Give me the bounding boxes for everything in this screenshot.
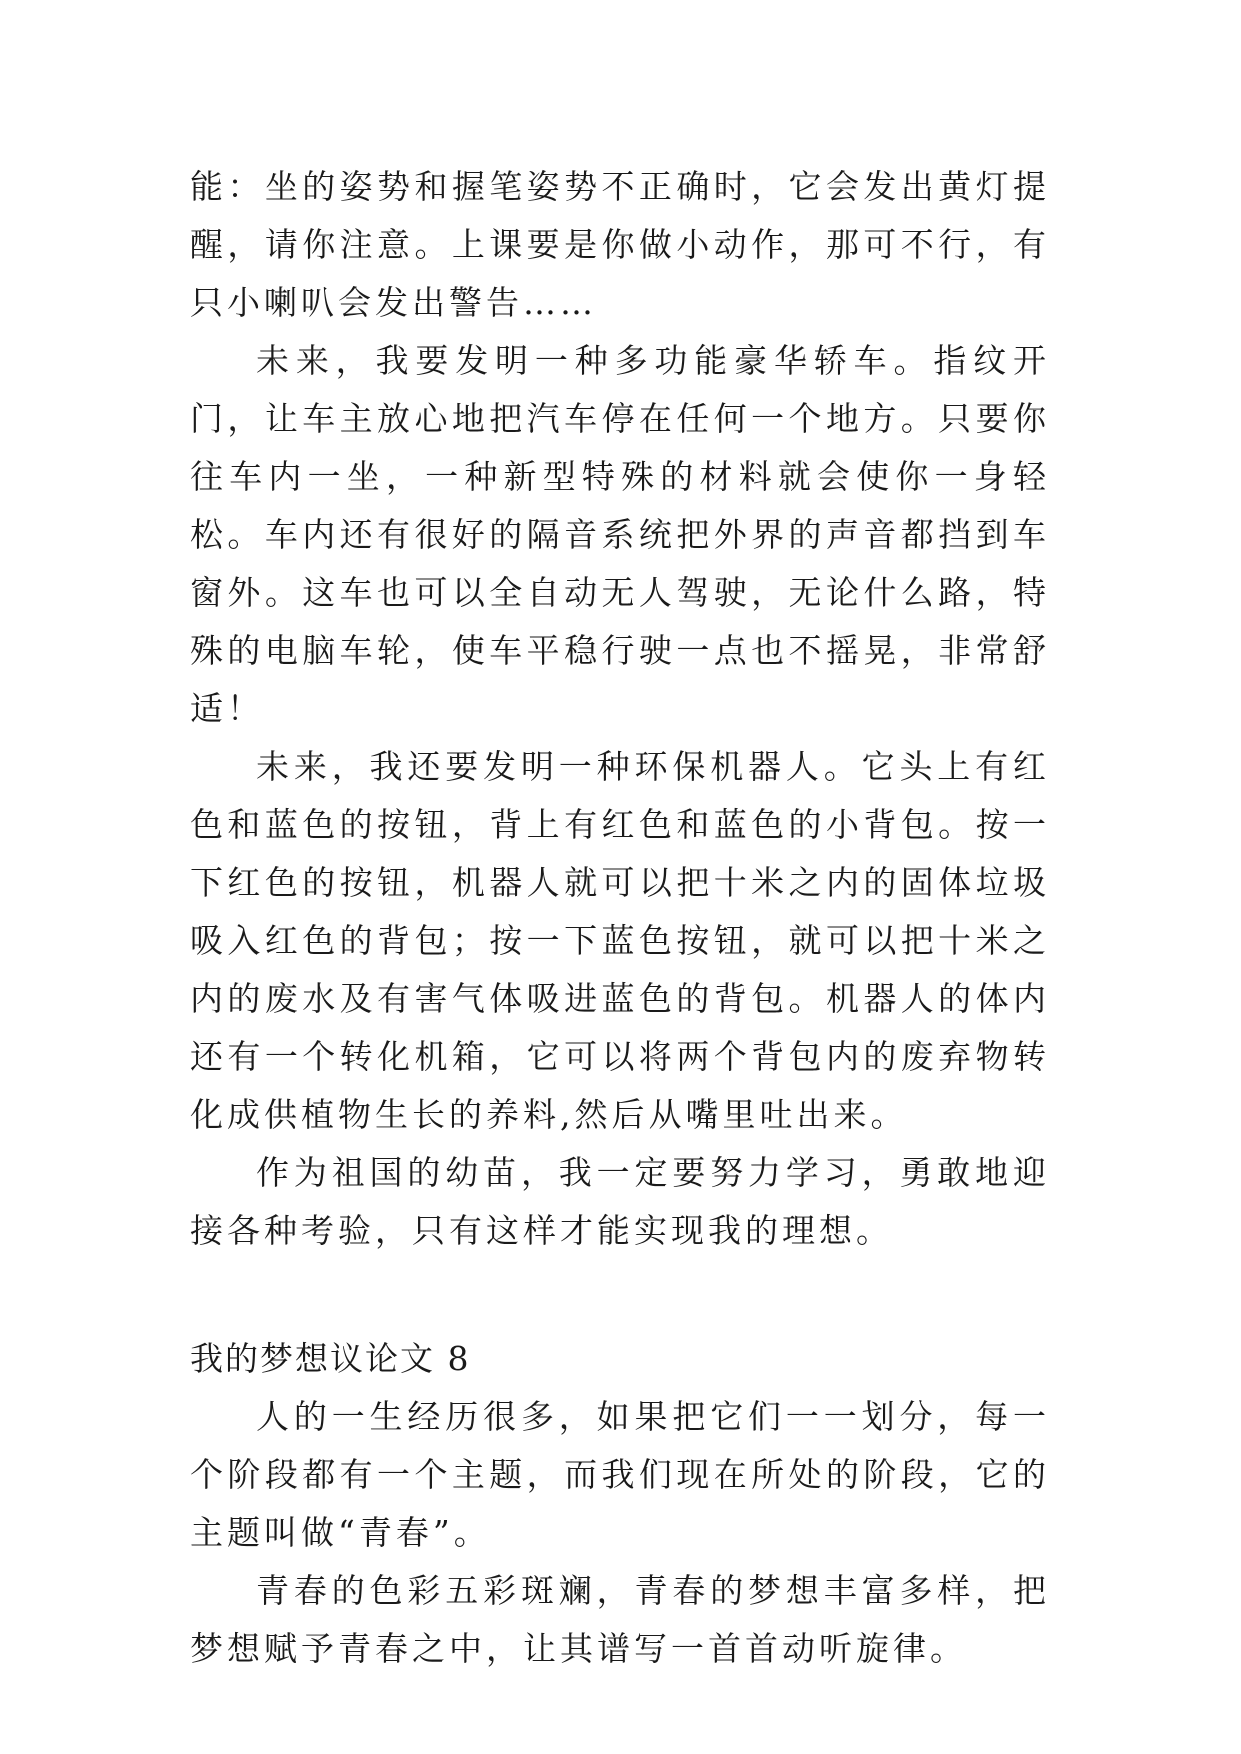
paragraph-car: 未来，我要发明一种多功能豪华轿车。指纹开门，让车主放心地把汽车停在任何一个地方。只要你往车内一坐，一种新型特殊的材料就会使你一身轻松。车内还有很好的隔音系统把外界的声音都挡到车窗外。这车也可以全自动无人驾驶，无论什么路，特殊的电脑车轮，使车平稳行驶一点也不摇晃，非常舒适！	[190, 341, 1050, 728]
section-title: 我的梦想议论文 8	[190, 1339, 471, 1378]
paragraph-conclusion: 作为祖国的幼苗，我一定要努力学习，勇敢地迎接各种考验，只有这样才能实现我的理想。	[190, 1153, 1050, 1250]
paragraph-continued: 能：坐的姿势和握笔姿势不正确时，它会发出黄灯提醒，请你注意。上课要是你做小动作，那可不行，有只小喇叭会发出警告……	[190, 167, 1050, 322]
document-body	[190, 158, 1050, 1678]
paragraph-youth-dreams: 青春的色彩五彩斑斓，青春的梦想丰富多样，把梦想赋予青春之中，让其谱写一首首动听旋律。	[190, 1571, 1050, 1668]
paragraph-life-stages: 人的一生经历很多，如果把它们一一划分，每一个阶段都有一个主题，而我们现在所处的阶段，它的主题叫做“青春”。	[190, 1397, 1050, 1552]
paragraph-robot: 未来，我还要发明一种环保机器人。它头上有红色和蓝色的按钮，背上有红色和蓝色的小背包。按一下红色的按钮，机器人就可以把十米之内的固体垃圾吸入红色的背包；按一下蓝色按钮，就可以把十米之内的废水及有害气体吸进蓝色的背包。机器人的体内还有一个转化机箱，它可以将两个背包内的废弃物转化成供植物生长的养料,然后从嘴里吐出来。	[190, 747, 1050, 1134]
